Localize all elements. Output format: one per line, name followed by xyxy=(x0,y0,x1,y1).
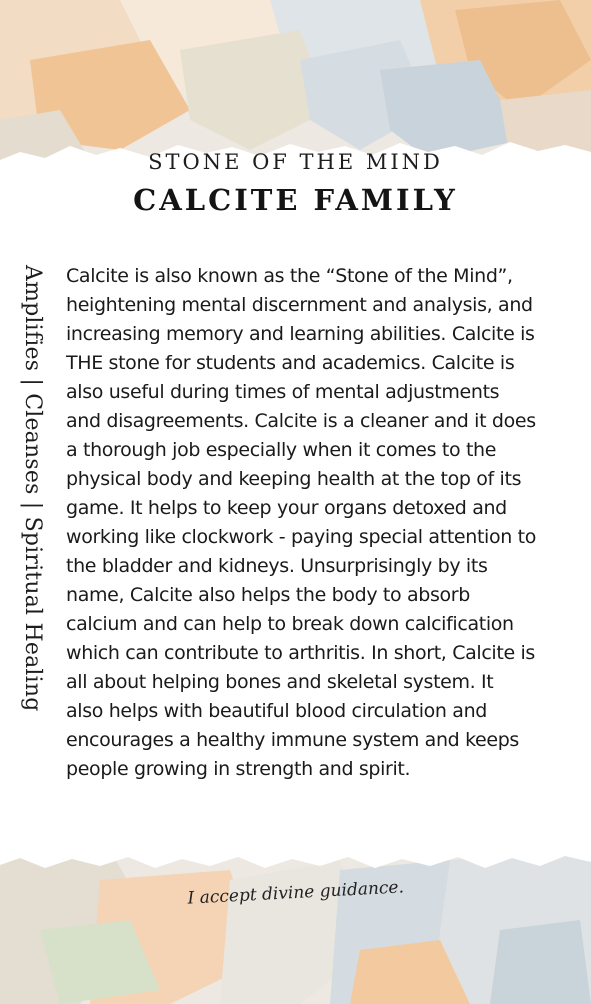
affirmation-text: I accept divine guidance. xyxy=(187,877,405,909)
card-title: CALCITE FAMILY xyxy=(133,183,458,217)
description-text: Calcite is also known as the “Stone of the Mind”, heightening mental discernment and analysis, and increasing memory and learning abilities. Calcite is THE stone for students and academics. Calcite is also useful during times of mental adjustments and disagreements. Calcite is a cleaner and it does a thorough job especially when it comes to the physical body and keeping health at the top of its game. It helps to keep your organs detoxed and working like clockwork - paying special attention to the bladder and kidneys. Unsurprisingly by its name, Calcite also helps the body to absorb calcium and can help to break down calcification which can contribute to arthritis. In short, Calcite is all about helping bones and skeletal system. It also helps with beautiful blood circulation and encourages a healthy immune system and keeps people growing in strength and spirit. xyxy=(66,265,537,780)
card-subtitle: STONE OF THE MIND xyxy=(148,150,443,174)
affirmation-signature xyxy=(0,868,591,928)
vertical-properties-text: Amplifies | Cleanses | Spiritual Healing xyxy=(20,265,45,712)
